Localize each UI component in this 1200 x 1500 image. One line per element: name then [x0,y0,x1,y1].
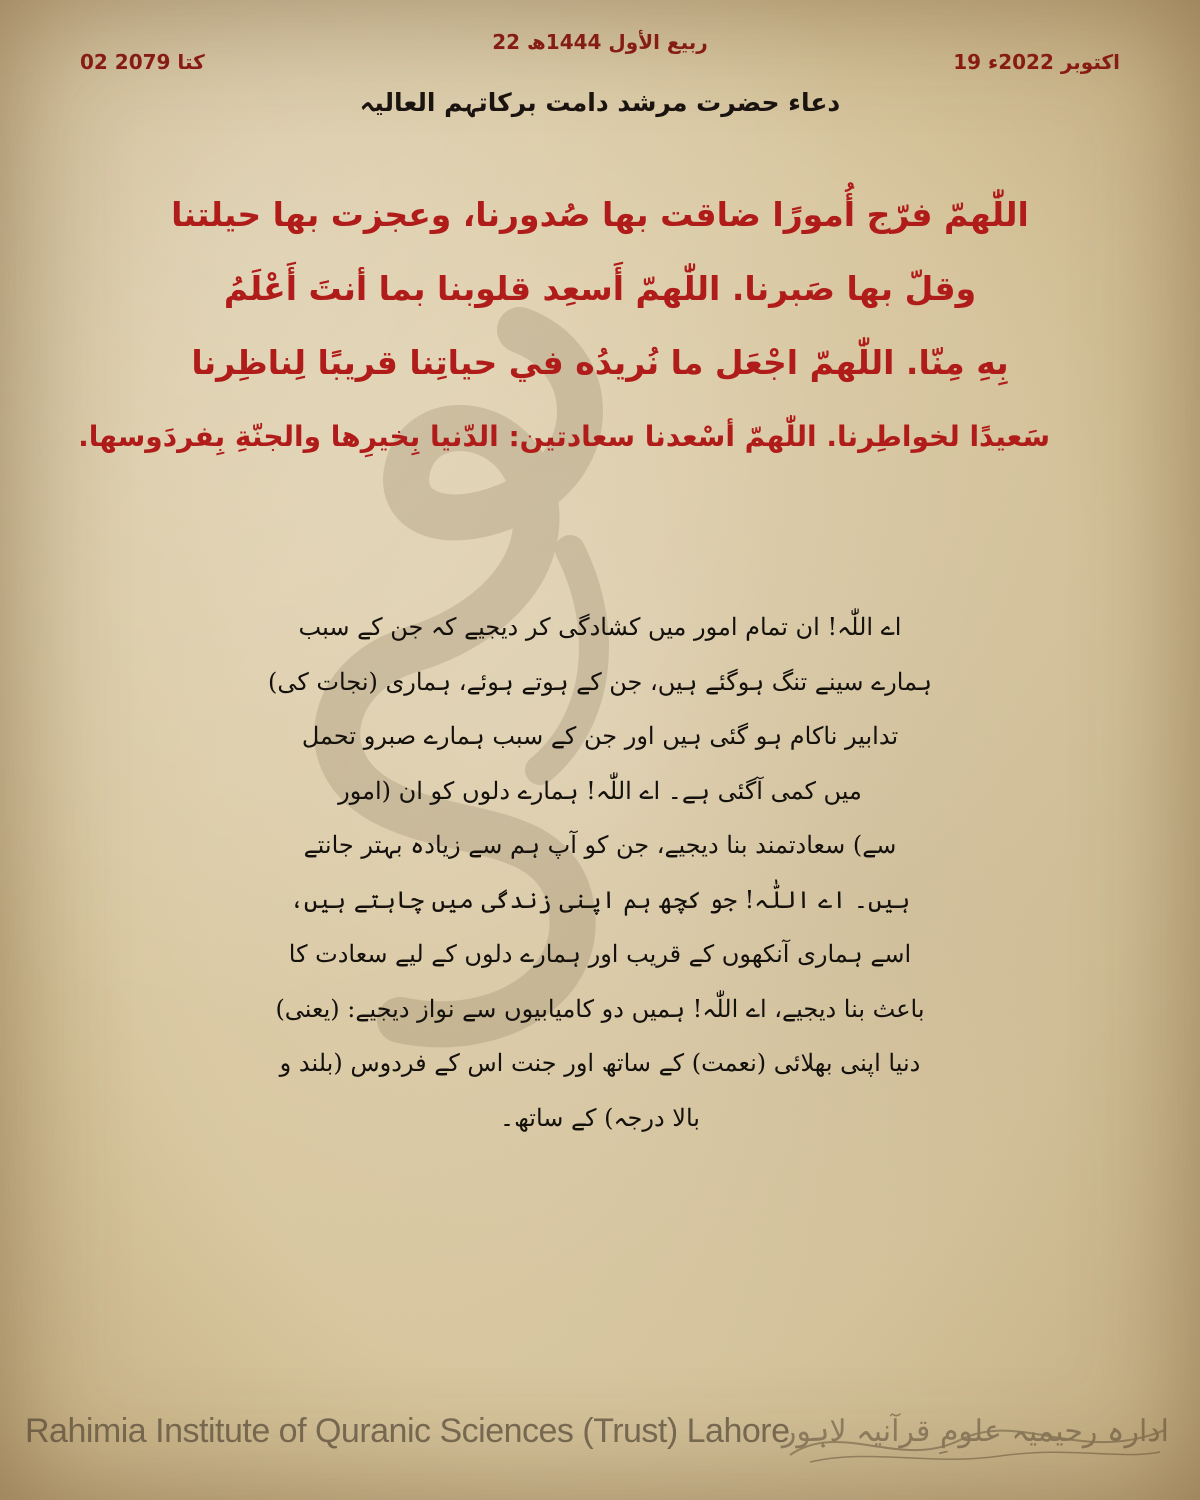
dua-line: اللّٰهمّ فرّج أُمورًا ضاقت بها صُدورنا، وعجزت بها حيلتنا [171,195,1029,234]
translation-line: اسے ہماری آنکھوں کے قریب اور ہمارے دلوں کے لیے سعادت کا [288,940,912,968]
date-row [80,30,1120,74]
dua-line: بِهِ مِنّا. اللّٰهمّ اجْعَل ما نُريدُه في حياتِنا قريبًا لِناظِرنا [191,343,1009,382]
gregorian-date: 19 اکتوبر 2022ء [953,50,1120,74]
dua-line: وقلّ بها صَبرنا. اللّٰهمّ أَسعِد قلوبنا بما أنتَ أَعْلَمُ [223,269,977,308]
translation-line: اے اللّٰہ! ان تمام امور میں کشادگی کر دیجیے کہ جن کے سبب [298,613,902,641]
hijri-date: 22 ربیع الأول 1444ھ [492,30,708,54]
translation-line: میں کمی آگئی ہے۔ اے اللّٰہ! ہمارے دلوں کو ان (امور [338,776,862,805]
translation-line: تدابیر ناکام ہو گئی ہیں اور جن کے سبب ہمارے صبرو تحمل [301,722,899,750]
footer [25,1400,1175,1475]
translation-line: باعث بنا دیجیے، اے اللّٰہ! ہمیں دو کامیابیوں سے نواز دیجیے: (یعنی) [275,994,925,1023]
arabic-dua [78,178,1050,474]
page-title: دعاء حضرت مرشد دامت برکاتہم العالیہ [359,88,841,117]
dua-line: سَعيدًا لخواطِرنا. اللّٰهمّ أسْعدنا سعادتين: الدّنيا بِخيرِها والجنّةِ بِفردَوسها. [78,420,1050,453]
translation-line: سے) سعادتمند بنا دیجیے، جن کو آپ ہم سے زیادہ بہتر جانتے [303,831,897,859]
institute-name-english: Rahimia Institute of Quranic Sciences (Trust) Lahore [25,1412,790,1450]
translation-line: دنیا اپنی بھلائی (نعمت) کے ساتھ اور جنت اس کے فردوس (بلند و [279,1049,921,1077]
translation-line: ہمارے سینے تنگ ہوگئے ہیں، جن کے ہوتے ہوئے، ہماری (نجات کی) [268,667,932,696]
translation-line: ہیں۔ اے اللّٰہ! جو کچھ ہم اپنی زندگی میں چاہتے ہیں، [289,885,911,914]
institute-calligraphy-logo-icon [780,1400,1175,1475]
urdu-translation [200,600,1000,1145]
translation-line: بالا درجہ) کے ساتھ۔ [500,1103,700,1132]
bikrami-date: 02 کتا 2079 [80,50,205,74]
institute-name-urdu: ادارہ رحیمیہ علومِ قرآنیہ لاہور [781,1414,1169,1449]
